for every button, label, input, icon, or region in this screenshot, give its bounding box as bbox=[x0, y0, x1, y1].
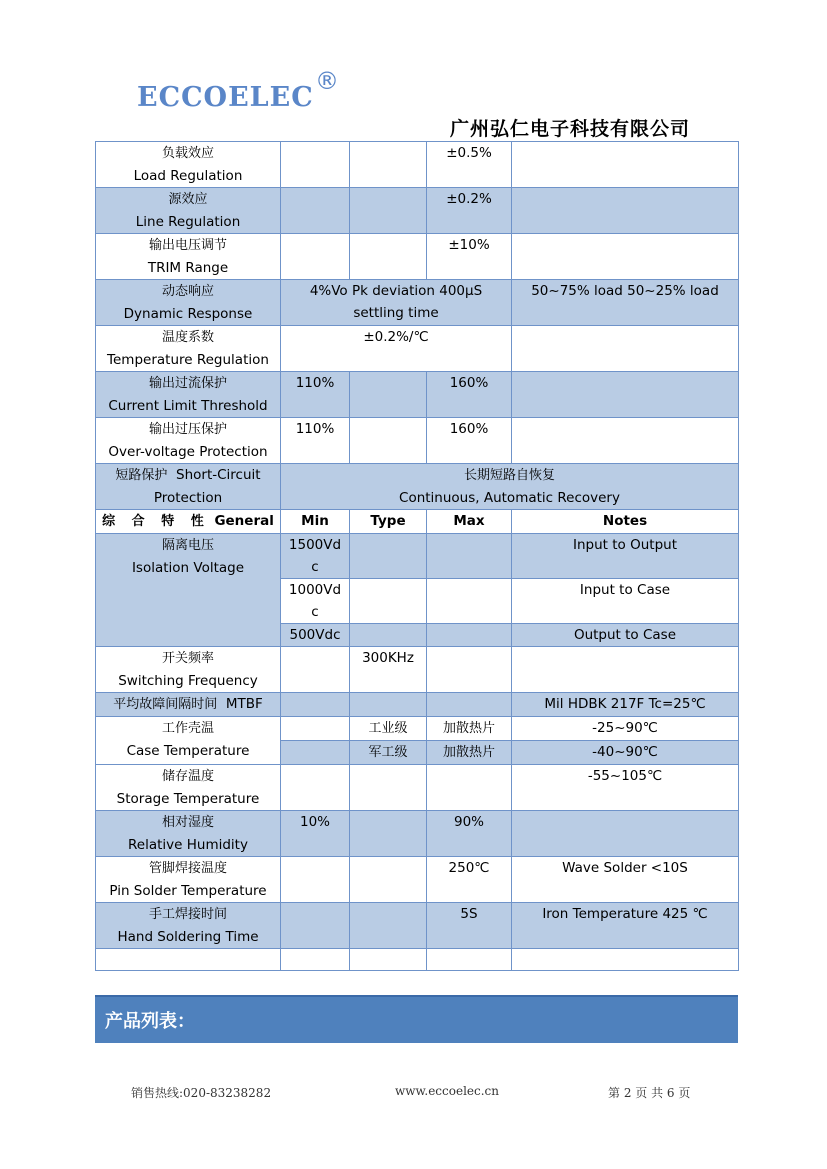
max-cell: ±0.2% bbox=[427, 188, 512, 234]
param-en: MTBF bbox=[225, 696, 263, 712]
value-line2: settling time bbox=[353, 305, 439, 321]
header-notes: Notes bbox=[512, 510, 739, 534]
min-line2: c bbox=[311, 559, 319, 575]
min-cell: 110% bbox=[281, 418, 350, 464]
row-current-limit bbox=[96, 372, 739, 418]
type-cell bbox=[350, 903, 427, 949]
notes-cell: -55~105℃ bbox=[512, 765, 739, 811]
min-cell bbox=[281, 188, 350, 234]
notes-cell bbox=[512, 326, 739, 372]
min-cell bbox=[281, 857, 350, 903]
notes-cell: -25~90℃ bbox=[512, 717, 739, 741]
param-cell bbox=[96, 693, 281, 717]
notes-cell: Iron Temperature 425 ℃ bbox=[512, 903, 739, 949]
param-en: Isolation Voltage bbox=[131, 560, 245, 576]
param-cn: 温度系数 bbox=[161, 330, 214, 345]
type-cell bbox=[350, 857, 427, 903]
row-temperature-regulation bbox=[96, 326, 739, 372]
notes-cell bbox=[512, 418, 739, 464]
notes-cell bbox=[512, 234, 739, 280]
param-cell bbox=[96, 903, 281, 949]
param-cell bbox=[96, 418, 281, 464]
notes-cell: Input to Case bbox=[512, 579, 739, 624]
param-en: Storage Temperature bbox=[116, 791, 260, 807]
header-en: General bbox=[214, 513, 274, 529]
row-empty bbox=[96, 949, 739, 971]
param-en: Hand Soldering Time bbox=[117, 929, 259, 945]
param-cn: 平均故障间隔时间 bbox=[113, 697, 218, 712]
row-dynamic-response bbox=[96, 280, 739, 326]
max-value: 加散热片 bbox=[442, 745, 495, 760]
min-line1: 1000Vd bbox=[288, 582, 342, 598]
header-param bbox=[96, 510, 281, 534]
footer-website: www.eccoelec.cn bbox=[395, 1084, 499, 1098]
param-cell bbox=[96, 811, 281, 857]
min-cell: 500Vdc bbox=[281, 624, 350, 647]
param-en: Current Limit Threshold bbox=[108, 398, 268, 414]
row-relative-humidity bbox=[96, 811, 739, 857]
min-cell bbox=[281, 903, 350, 949]
param-en: Dynamic Response bbox=[123, 306, 253, 322]
max-cell: 90% bbox=[427, 811, 512, 857]
row-mtbf bbox=[96, 693, 739, 717]
max-cell bbox=[427, 693, 512, 717]
max-cell bbox=[427, 647, 512, 693]
header-cn: 综 合 特 性 bbox=[102, 514, 210, 529]
min-line1: 1500Vd bbox=[288, 537, 342, 553]
param-cell bbox=[96, 857, 281, 903]
logo-text: ECCOELEC bbox=[137, 82, 314, 113]
param-en: Line Regulation bbox=[135, 214, 241, 230]
min-cell: 110% bbox=[281, 372, 350, 418]
row-over-voltage bbox=[96, 418, 739, 464]
row-storage-temperature bbox=[96, 765, 739, 811]
product-list-banner bbox=[95, 995, 738, 1043]
company-name: 广州弘仁电子科技有限公司 bbox=[450, 118, 691, 140]
empty-cell bbox=[350, 949, 427, 971]
max-cell bbox=[427, 624, 512, 647]
min-cell bbox=[281, 142, 350, 188]
param-en: Switching Frequency bbox=[118, 673, 258, 689]
param-cell bbox=[96, 142, 281, 188]
param-cell bbox=[96, 647, 281, 693]
param-cn: 储存温度 bbox=[161, 769, 214, 784]
param-cn: 隔离电压 bbox=[161, 538, 214, 553]
row-line-regulation bbox=[96, 188, 739, 234]
param-en: Load Regulation bbox=[133, 168, 243, 184]
min-cell: 10% bbox=[281, 811, 350, 857]
param-cell bbox=[96, 372, 281, 418]
value-en: Continuous, Automatic Recovery bbox=[399, 490, 620, 506]
notes-cell bbox=[512, 811, 739, 857]
max-cell bbox=[427, 534, 512, 579]
max-cell: 160% bbox=[427, 372, 512, 418]
notes-cell: Output to Case bbox=[512, 624, 739, 647]
product-list-title: 产品列表： bbox=[105, 1011, 195, 1032]
param-cell bbox=[96, 326, 281, 372]
value-cell: ±0.2%/℃ bbox=[281, 326, 512, 372]
value-line1: 4%Vo Pk deviation 400μS bbox=[309, 283, 483, 299]
notes-cell bbox=[512, 647, 739, 693]
param-cn: 输出电压调节 bbox=[148, 238, 227, 253]
min-cell bbox=[281, 234, 350, 280]
spec-table bbox=[95, 141, 739, 971]
footer-hotline: 销售热线:020-83238282 bbox=[131, 1086, 272, 1100]
min-cell bbox=[281, 717, 350, 741]
value-cell bbox=[281, 464, 739, 510]
max-cell bbox=[427, 717, 512, 741]
param-cn: 手工焊接时间 bbox=[148, 907, 227, 922]
empty-cell bbox=[427, 949, 512, 971]
type-cell bbox=[350, 717, 427, 741]
type-cell: 300KHz bbox=[350, 647, 427, 693]
param-cell bbox=[96, 717, 281, 765]
notes-cell: -40~90℃ bbox=[512, 741, 739, 765]
footer-page-number: 第 2 页 共 6 页 bbox=[608, 1086, 691, 1100]
row-isolation-1 bbox=[96, 534, 739, 579]
param-cn: 相对湿度 bbox=[161, 815, 214, 830]
max-cell bbox=[427, 765, 512, 811]
param-en: Pin Solder Temperature bbox=[109, 883, 267, 899]
empty-cell bbox=[96, 949, 281, 971]
registered-mark: ® bbox=[315, 67, 340, 95]
param-cn: 负载效应 bbox=[161, 146, 214, 161]
row-general-header bbox=[96, 510, 739, 534]
param-en: Case Temperature bbox=[126, 743, 250, 759]
type-cell bbox=[350, 418, 427, 464]
type-cell bbox=[350, 579, 427, 624]
min-cell bbox=[281, 741, 350, 765]
param-cn: 输出过压保护 bbox=[148, 422, 227, 437]
notes-cell: Mil HDBK 217F Tc=25℃ bbox=[512, 693, 739, 717]
max-cell bbox=[427, 741, 512, 765]
value-cn: 长期短路自恢复 bbox=[463, 468, 555, 483]
type-cell bbox=[350, 811, 427, 857]
param-cell bbox=[96, 534, 281, 647]
notes-cell bbox=[512, 142, 739, 188]
row-switching-frequency bbox=[96, 647, 739, 693]
param-cell bbox=[96, 188, 281, 234]
value-cell bbox=[281, 280, 512, 326]
param-en: Temperature Regulation bbox=[107, 352, 269, 368]
notes-cell: 50~75% load 50~25% load bbox=[512, 280, 739, 326]
type-value: 工业级 bbox=[368, 721, 408, 736]
empty-cell bbox=[281, 949, 350, 971]
param-cn: 开关频率 bbox=[161, 651, 214, 666]
param-cn: 输出过流保护 bbox=[148, 376, 227, 391]
param-en: Relative Humidity bbox=[128, 837, 248, 853]
type-cell bbox=[350, 372, 427, 418]
row-hand-soldering-time bbox=[96, 903, 739, 949]
param-cell bbox=[96, 765, 281, 811]
header-max: Max bbox=[427, 510, 512, 534]
row-trim-range bbox=[96, 234, 739, 280]
row-pin-solder-temperature bbox=[96, 857, 739, 903]
max-cell: ±10% bbox=[427, 234, 512, 280]
type-cell bbox=[350, 234, 427, 280]
min-cell bbox=[281, 534, 350, 579]
notes-cell bbox=[512, 188, 739, 234]
type-cell bbox=[350, 693, 427, 717]
row-load-regulation bbox=[96, 142, 739, 188]
max-cell: ±0.5% bbox=[427, 142, 512, 188]
type-cell bbox=[350, 142, 427, 188]
max-cell: 160% bbox=[427, 418, 512, 464]
type-cell bbox=[350, 624, 427, 647]
row-short-circuit bbox=[96, 464, 739, 510]
param-cn: 短路保护 bbox=[115, 468, 168, 483]
min-cell bbox=[281, 647, 350, 693]
notes-cell: Input to Output bbox=[512, 534, 739, 579]
type-value: 军工级 bbox=[368, 745, 408, 760]
param-en: Over-voltage Protection bbox=[108, 444, 268, 460]
notes-cell: Wave Solder <10S bbox=[512, 857, 739, 903]
company-logo bbox=[137, 67, 340, 113]
notes-cell bbox=[512, 372, 739, 418]
type-cell bbox=[350, 765, 427, 811]
min-cell bbox=[281, 765, 350, 811]
param-en-line2: Protection bbox=[153, 490, 223, 506]
header-type: Type bbox=[350, 510, 427, 534]
row-case-temperature-1 bbox=[96, 717, 739, 741]
type-cell bbox=[350, 741, 427, 765]
empty-cell bbox=[512, 949, 739, 971]
param-cn: 源效应 bbox=[168, 192, 208, 207]
min-cell bbox=[281, 693, 350, 717]
param-cell bbox=[96, 234, 281, 280]
max-value: 加散热片 bbox=[442, 721, 495, 736]
param-cell bbox=[96, 464, 281, 510]
type-cell bbox=[350, 534, 427, 579]
param-en: Short-Circuit bbox=[176, 467, 261, 483]
param-cn: 动态响应 bbox=[161, 284, 214, 299]
param-cn: 工作壳温 bbox=[161, 721, 214, 736]
param-cell bbox=[96, 280, 281, 326]
param-cn: 管脚焊接温度 bbox=[148, 861, 227, 876]
max-cell: 250℃ bbox=[427, 857, 512, 903]
param-en: TRIM Range bbox=[147, 260, 229, 276]
min-cell bbox=[281, 579, 350, 624]
max-cell bbox=[427, 579, 512, 624]
max-cell: 5S bbox=[427, 903, 512, 949]
min-line2: c bbox=[311, 604, 319, 620]
type-cell bbox=[350, 188, 427, 234]
header-min: Min bbox=[281, 510, 350, 534]
